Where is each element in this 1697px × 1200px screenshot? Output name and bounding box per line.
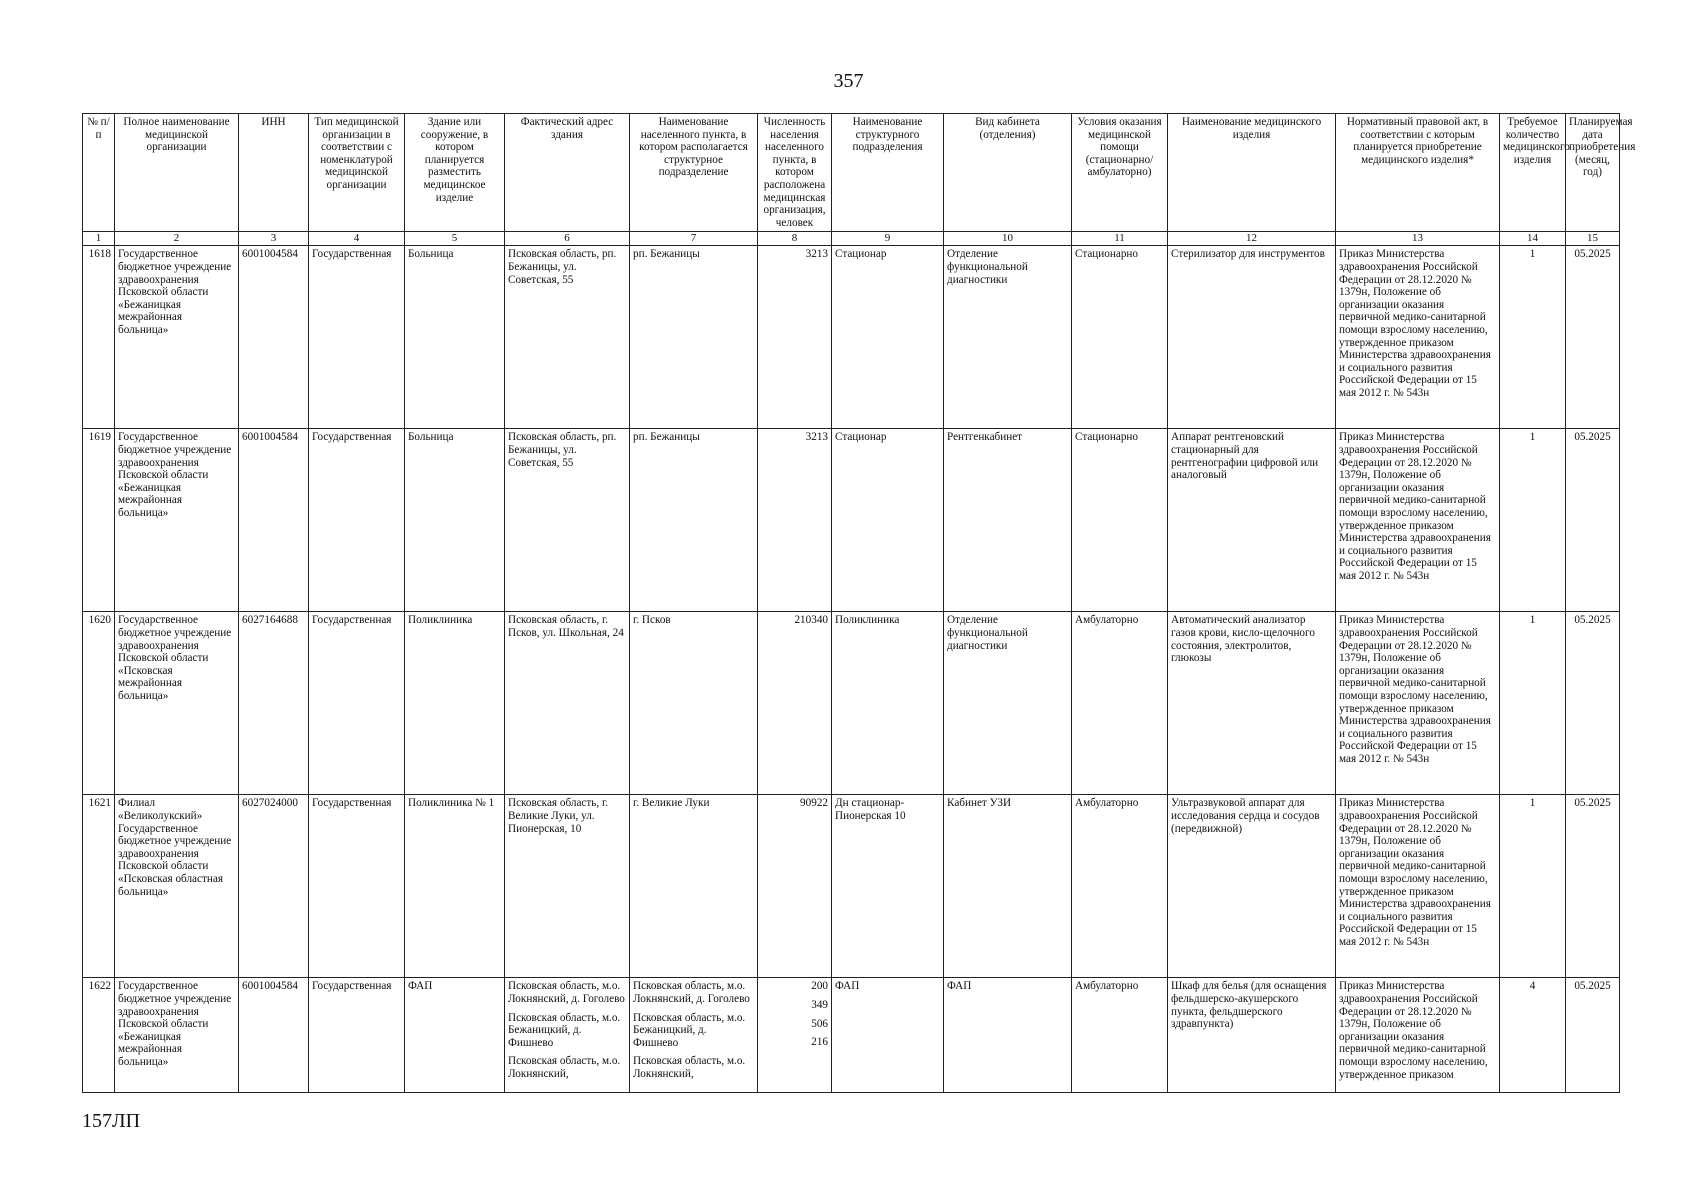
cell-num: 1619 (83, 429, 115, 612)
table-row (83, 246, 1620, 429)
cell-date: 05.2025 (1566, 795, 1620, 978)
address-entry: Псковская область, м.о. Локнянский, (508, 1055, 621, 1080)
cell-conditions: Стационарно (1072, 429, 1168, 612)
cell-device: Стерилизатор для инструментов (1168, 246, 1336, 429)
col-number: 13 (1336, 232, 1500, 246)
population-entry: 216 (811, 1036, 828, 1049)
cell-num: 1618 (83, 246, 115, 429)
cell-qty: 1 (1500, 429, 1566, 612)
population-entry: 506 (811, 1017, 828, 1030)
cell-locality (630, 978, 758, 1093)
address-entry: Псковская область, м.о. Локнянский, д. Гоголево (508, 980, 625, 1005)
col-header: Условия оказания медицинской помощи (стационарно/ амбулаторно) (1072, 114, 1168, 232)
cell-act: Приказ Министерства здравоохранения Российской Федерации от 28.12.2020 № 1379н, Положение об организации оказания первичной медико-санитарной помощи взрослому населению, утвержденное приказом Министерства здравоохранения и социального развития Российской Федерации от 15 мая 2012 г. № 543н (1336, 246, 1500, 429)
cell-inn: 6001004584 (239, 429, 309, 612)
cell-locality: г. Псков (630, 612, 758, 795)
cell-device: Аппарат рентгеновский стационарный для рентгенографии цифровой или аналоговый (1168, 429, 1336, 612)
table-row (83, 429, 1620, 612)
cell-act: Приказ Министерства здравоохранения Российской Федерации от 28.12.2020 № 1379н, Положение об организации оказания первичной медико-санитарной помощи взрослому населению, утвержденное приказом Министерства здравоохранения и социального развития Российской Федерации от 15 мая 2012 г. № 543н (1336, 795, 1500, 978)
cell-building: ФАП (405, 978, 505, 1093)
cell-date: 05.2025 (1566, 978, 1620, 1093)
cell-date: 05.2025 (1566, 612, 1620, 795)
cell-address: Псковская область, г. Великие Луки, ул. Пионерская, 10 (505, 795, 630, 978)
cell-type: Государственная (309, 429, 405, 612)
col-number: 9 (832, 232, 944, 246)
locality-entry: Псковская область, м.о. Бежаницкий, д. Фишнево (633, 1011, 746, 1049)
col-number: 12 (1168, 232, 1336, 246)
col-number: 3 (239, 232, 309, 246)
population-entry: 349 (811, 998, 828, 1011)
cell-org: Государственное бюджетное учреждение здравоохранения Псковской области «Псковская межрайонная больница» (115, 612, 239, 795)
cell-type: Государственная (309, 612, 405, 795)
cell-device: Автоматический анализатор газов крови, кисло-щелочного состояния, электролитов, глюкозы (1168, 612, 1336, 795)
col-header: ИНН (239, 114, 309, 232)
cell-cabinet: Кабинет УЗИ (944, 795, 1072, 978)
cell-device: Ультразвуковой аппарат для исследования сердца и сосудов (передвижной) (1168, 795, 1336, 978)
col-header: № п/п (83, 114, 115, 232)
col-header: Численность населения населенного пункта, в котором расположена медицинская организация, человек (758, 114, 832, 232)
col-number: 7 (630, 232, 758, 246)
cell-cabinet: Отделение функциональной диагностики (944, 246, 1072, 429)
col-header: Здание или сооружение, в котором планируется разместить медицинское изделие (405, 114, 505, 232)
col-number: 15 (1566, 232, 1620, 246)
cell-org: Государственное бюджетное учреждение здравоохранения Псковской области «Бежаницкая межрайонная больница» (115, 978, 239, 1093)
col-header: Тип медицинской организации в соответствии с номенклатурой медицинской организации (309, 114, 405, 232)
col-number: 1 (83, 232, 115, 246)
locality-entry: Псковская область, м.о. Локнянский, (633, 1055, 746, 1080)
locality-entry: Псковская область, м.о. Локнянский, д. Гоголево (633, 980, 750, 1005)
col-header: Требуемое количество медицинского изделия (1500, 114, 1566, 232)
address-entry: Псковская область, м.о. Бежаницкий, д. Фишнево (508, 1011, 621, 1049)
table-row (83, 978, 1620, 1093)
cell-building: Поликлиника (405, 612, 505, 795)
col-number: 14 (1500, 232, 1566, 246)
cell-unit: Стационар (832, 429, 944, 612)
cell-locality: г. Великие Луки (630, 795, 758, 978)
cell-cabinet: Рентгенкабинет (944, 429, 1072, 612)
cell-act: Приказ Министерства здравоохранения Российской Федерации от 28.12.2020 № 1379н, Положение об организации оказания первичной медико-санитарной помощи взрослому населению, утвержденное приказом Министерства здравоохранения и социального развития Российской Федерации от 15 мая 2012 г. № 543н (1336, 612, 1500, 795)
col-header: Вид кабинета (отделения) (944, 114, 1072, 232)
cell-inn: 6027024000 (239, 795, 309, 978)
cell-type: Государственная (309, 246, 405, 429)
cell-date: 05.2025 (1566, 429, 1620, 612)
cell-population: 3213 (758, 429, 832, 612)
cell-cabinet: Отделение функциональной диагностики (944, 612, 1072, 795)
cell-unit: Дн стационар-Пионерская 10 (832, 795, 944, 978)
cell-population (758, 978, 832, 1093)
cell-population: 3213 (758, 246, 832, 429)
cell-type: Государственная (309, 978, 405, 1093)
cell-conditions: Амбулаторно (1072, 978, 1168, 1093)
population-entry: 200 (811, 980, 828, 993)
cell-address (505, 978, 630, 1093)
cell-org: Филиал «Великолукский» Государственное бюджетное учреждение здравоохранения Псковской области «Псковская областная больница» (115, 795, 239, 978)
col-number: 5 (405, 232, 505, 246)
cell-num: 1621 (83, 795, 115, 978)
cell-building: Поликлиника № 1 (405, 795, 505, 978)
cell-inn: 6001004584 (239, 978, 309, 1093)
cell-conditions: Амбулаторно (1072, 795, 1168, 978)
equipment-table (82, 113, 1636, 1093)
cell-inn: 6027164688 (239, 612, 309, 795)
col-header: Наименование населенного пункта, в котором располагается структурное подразделение (630, 114, 758, 232)
cell-org: Государственное бюджетное учреждение здравоохранения Псковской области «Бежаницкая межрайонная больница» (115, 246, 239, 429)
cell-conditions: Стационарно (1072, 246, 1168, 429)
col-header: Нормативный правовой акт, в соответствии с которым планируется приобретение медицинского изделия* (1336, 114, 1500, 232)
table-header-row (83, 114, 1620, 232)
cell-num: 1622 (83, 978, 115, 1093)
cell-qty: 1 (1500, 246, 1566, 429)
cell-address: Псковская область, г. Псков, ул. Школьная, 24 (505, 612, 630, 795)
col-number: 4 (309, 232, 405, 246)
cell-building: Больница (405, 429, 505, 612)
cell-org: Государственное бюджетное учреждение здравоохранения Псковской области «Бежаницкая межрайонная больница» (115, 429, 239, 612)
cell-type: Государственная (309, 795, 405, 978)
cell-population: 90922 (758, 795, 832, 978)
cell-act: Приказ Министерства здравоохранения Российской Федерации от 28.12.2020 № 1379н, Положение об организации оказания первичной медико-санитарной помощи взрослому населению, утвержденное приказом (1336, 978, 1500, 1093)
col-header: Наименование структурного подразделения (832, 114, 944, 232)
table-row (83, 612, 1620, 795)
cell-address: Псковская область, рп. Бежаницы, ул. Советская, 55 (505, 429, 630, 612)
cell-conditions: Амбулаторно (1072, 612, 1168, 795)
col-number: 6 (505, 232, 630, 246)
cell-unit: ФАП (832, 978, 944, 1093)
cell-qty: 1 (1500, 795, 1566, 978)
col-number: 10 (944, 232, 1072, 246)
cell-num: 1620 (83, 612, 115, 795)
cell-cabinet: ФАП (944, 978, 1072, 1093)
cell-building: Больница (405, 246, 505, 429)
cell-population: 210340 (758, 612, 832, 795)
table-row (83, 795, 1620, 978)
col-header: Полное наименование медицинской организации (115, 114, 239, 232)
col-number: 2 (115, 232, 239, 246)
cell-locality: рп. Бежаницы (630, 246, 758, 429)
col-number: 11 (1072, 232, 1168, 246)
column-number-row (83, 232, 1620, 246)
col-header: Планируемая дата приобретения (месяц, год) (1566, 114, 1620, 232)
cell-device: Шкаф для белья (для оснащения фельдшерско-акушерского пункта, фельдшерского здравпункта) (1168, 978, 1336, 1093)
cell-unit: Поликлиника (832, 612, 944, 795)
cell-qty: 1 (1500, 612, 1566, 795)
col-header: Наименование медицинского изделия (1168, 114, 1336, 232)
col-header: Фактический адрес здания (505, 114, 630, 232)
page-number: 357 (833, 70, 864, 92)
cell-locality: рп. Бежаницы (630, 429, 758, 612)
cell-act: Приказ Министерства здравоохранения Российской Федерации от 28.12.2020 № 1379н, Положение об организации оказания первичной медико-санитарной помощи взрослому населению, утвержденное приказом Министерства здравоохранения и социального развития Российской Федерации от 15 мая 2012 г. № 543н (1336, 429, 1500, 612)
cell-date: 05.2025 (1566, 246, 1620, 429)
footer-code: 157ЛП (82, 1110, 141, 1132)
cell-qty: 4 (1500, 978, 1566, 1093)
cell-unit: Стационар (832, 246, 944, 429)
cell-address: Псковская область, рп. Бежаницы, ул. Советская, 55 (505, 246, 630, 429)
col-number: 8 (758, 232, 832, 246)
cell-inn: 6001004584 (239, 246, 309, 429)
